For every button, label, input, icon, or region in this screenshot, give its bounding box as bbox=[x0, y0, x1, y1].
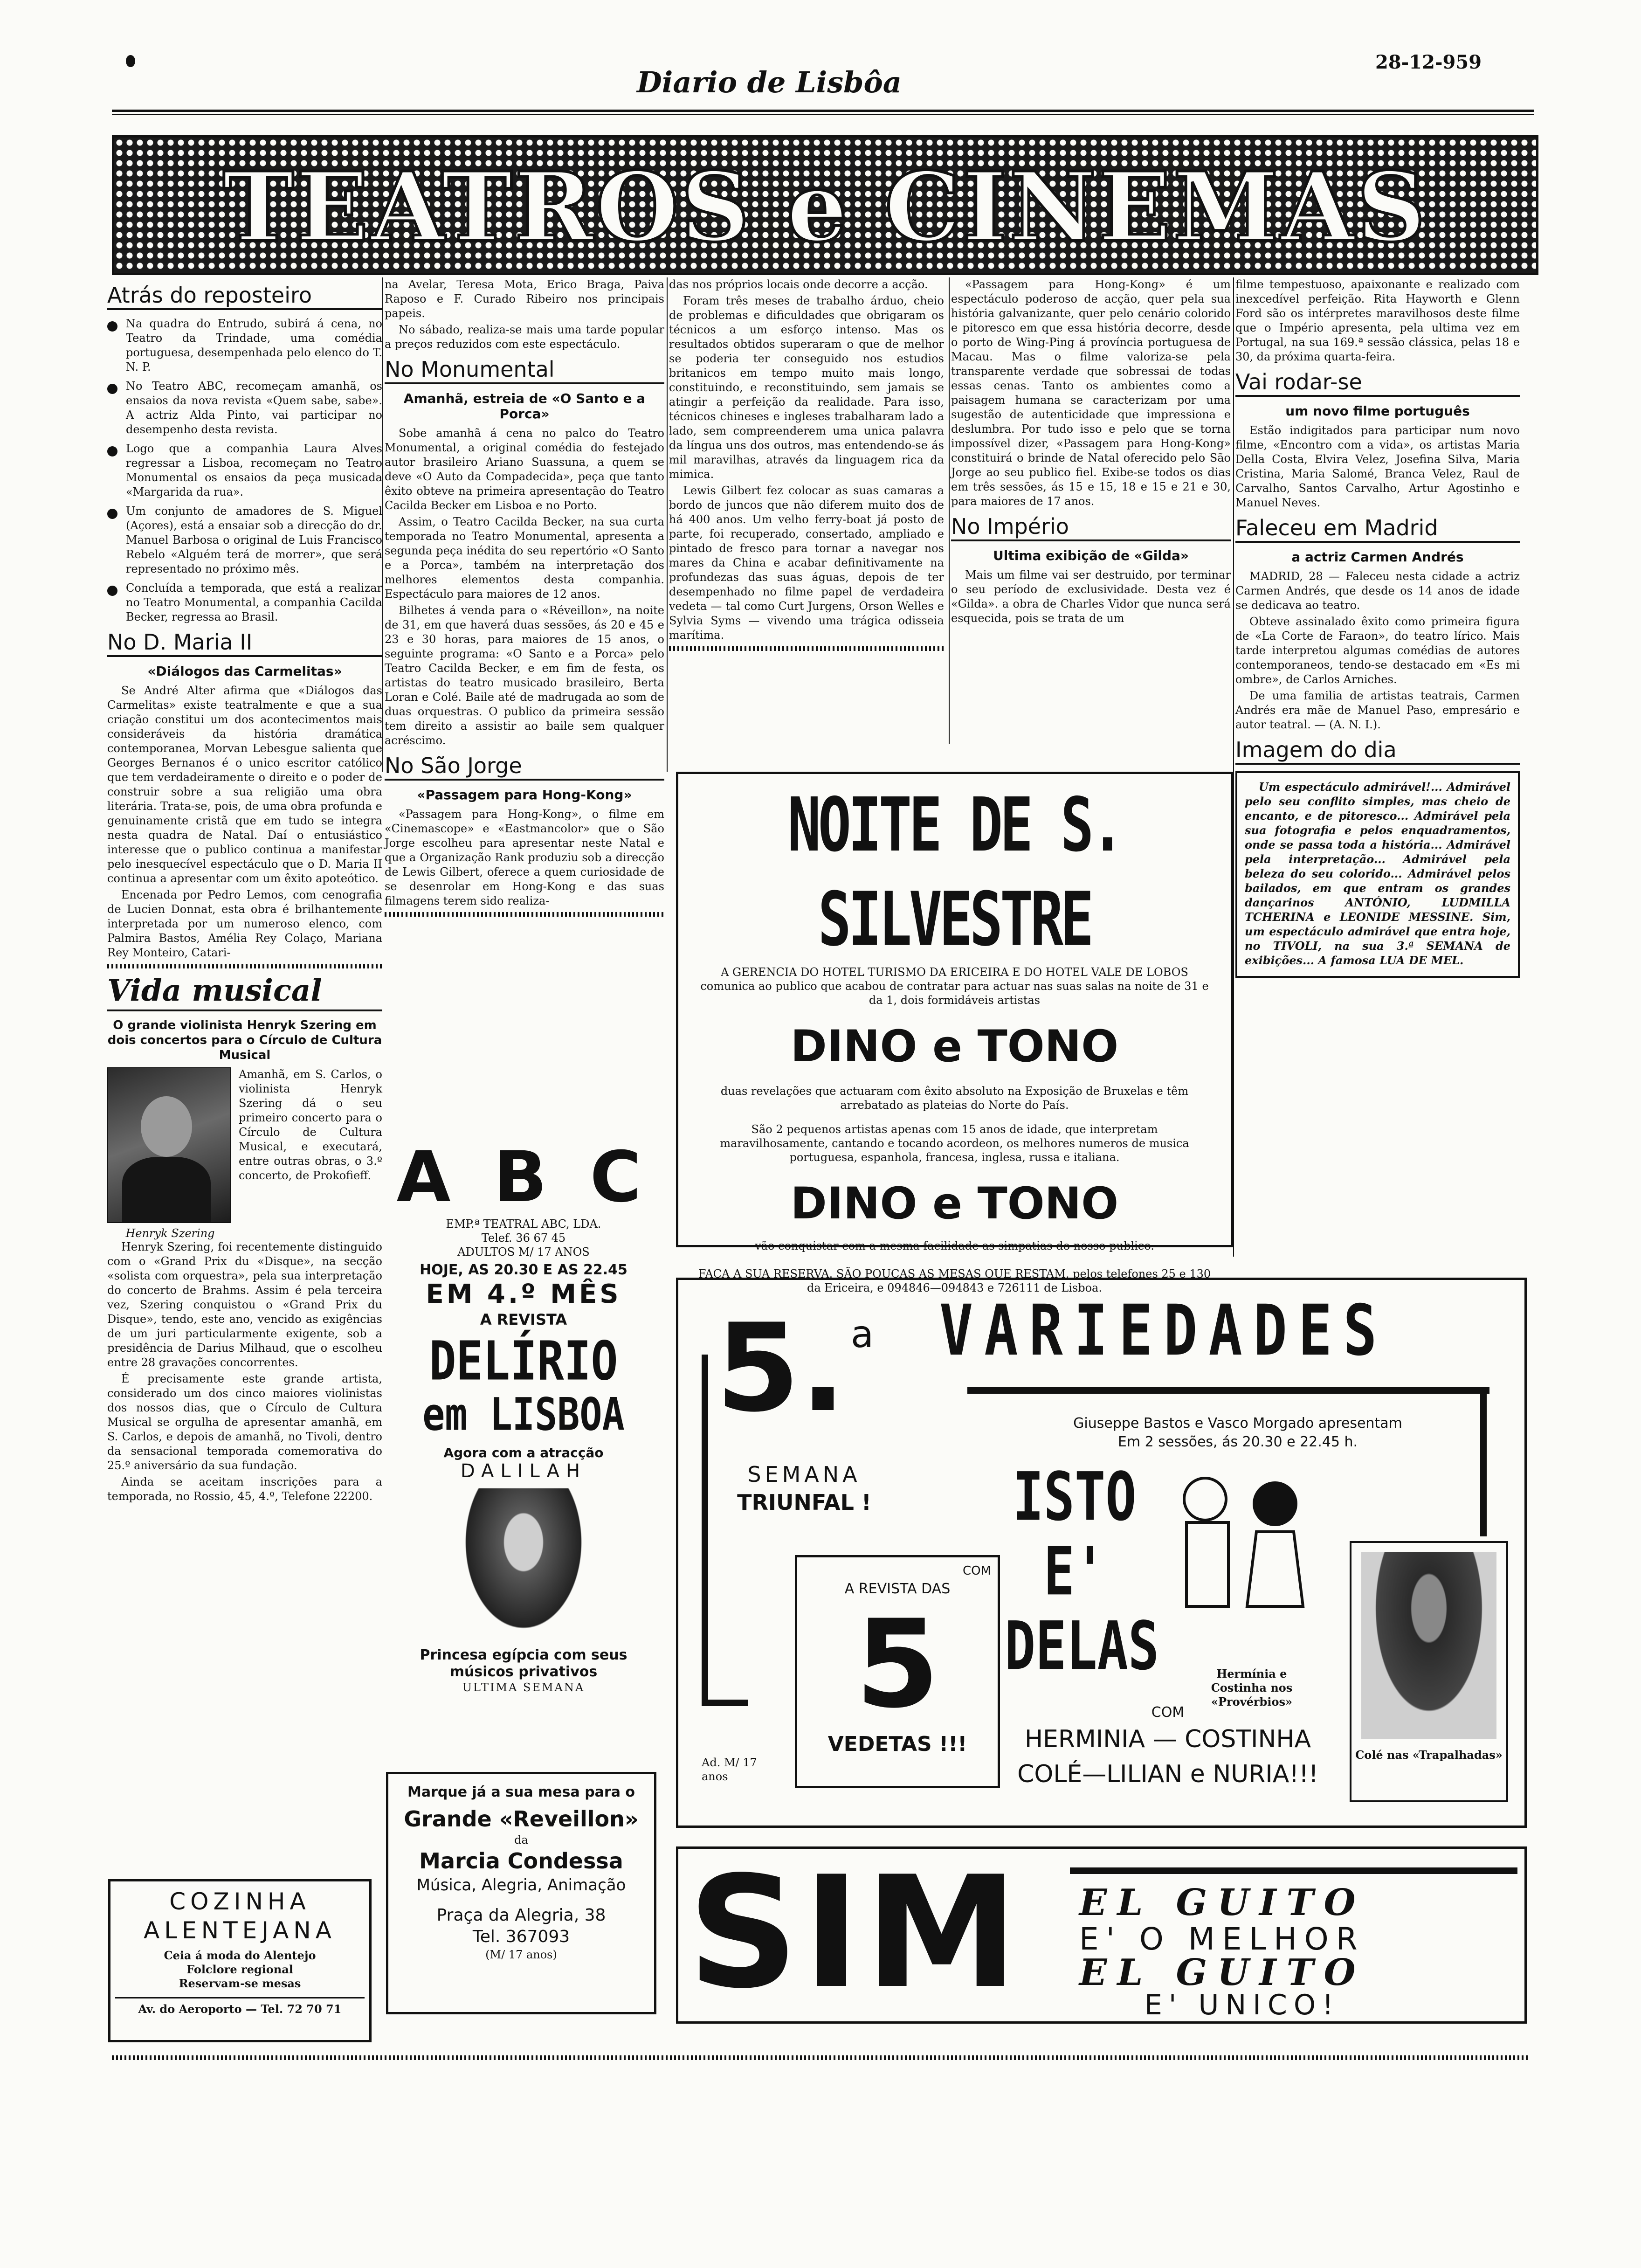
section-head-imagem-do-dia: Imagem do dia bbox=[1235, 737, 1520, 765]
reveillon-line: Música, Alegria, Animação bbox=[416, 1876, 626, 1895]
paragraph: Assim, o Teatro Cacilda Becker, na sua curta temporada no Teatro Monumental, apresenta a segunda peça inédita do seu repertório «O Santo e a Porca», também na interpretação dos melhores elementos desta companhia. Espectáculo para maiores de 12 anos. bbox=[385, 515, 664, 601]
variedades-show-title: ISTO bbox=[1013, 1458, 1137, 1536]
cozinha-address: Av. do Aeroporto — Tel. 72 70 71 bbox=[138, 2002, 342, 2016]
subhead-szering: O grande violinista Henryk Szering em dois concertos para o Círculo de Cultura Musical bbox=[107, 1018, 382, 1062]
bullet-item: Logo que a companhia Laura Alves regressar a Lisboa, recomeçam no Teatro Monumental os ensaios da peça musicada «Margarida da rua». bbox=[107, 442, 382, 499]
abc-line: DALILAH bbox=[460, 1460, 587, 1482]
paragraph: Foram três meses de trabalho árduo, cheio de problemas e dificuldades que obrigaram os técnicos a um esforço intenso. Mas os resultados obtidos superaram o que de melhor se poderia ter conseguido nos estudios britanicos em tempo muito mais longo, constituindo, e reconstituindo, sem jamais se atingir a perfeição da realidade. Para isso, técnicos chineses e ingleses trabalharam lado a lado, sem compreenderem uma unica palavra da língua uns dos outros, mas entendendo-se ás mil maravilhas, através da linguagem rica da mimica. bbox=[669, 294, 944, 481]
ad-noite-silvestre bbox=[676, 772, 1233, 1294]
banner bbox=[112, 135, 1538, 275]
guito-line: EL GUITO bbox=[1079, 1881, 1366, 1924]
subhead-gilda: Ultima exibição de «Gilda» bbox=[993, 548, 1189, 563]
column-rule bbox=[382, 277, 383, 772]
paragraph: das nos próprios locais onde decorre a acção. bbox=[669, 278, 928, 291]
bullet-item: No Teatro ABC, recomeçam amanhã, os ensaios da nova revista «Quem sabe, sabe». A actriz Alda Pinto, vai participar no desempenho desta revista. bbox=[107, 379, 382, 437]
abc-line: EM 4.º MÊS bbox=[426, 1279, 621, 1309]
paragraph: No sábado, realiza-se mais uma tarde popular a preços reduzidos com este espectáculo. bbox=[385, 323, 664, 351]
variedades-sup: a bbox=[851, 1313, 874, 1356]
cozinha-line: Reservam-se mesas bbox=[179, 1977, 301, 1990]
paragraph: «Passagem para Hong-Kong» é um espectáculo poderoso de acção, quer pela sua história galvanizante, quer pelo cenário colorido e pitoresco em que essa história decorre, desde o porto de Wing-Ping á província portuguesa de Macau. Mas o filme valoriza-se pela transparente verdade que sobressai de todas essas cenas. Tanto os ambientes como a paisagem humana se caracterizam por uma sugestão de autenticidade que impressiona e deslumbra. Por tudo isso e pelo que se torna impossível dizer, «Passagem para Hong-Kong» constituirá o brinde de Natal oferecido pelo São Jorge ao seu publico fiel. Exibe-se todos os dias em três sessões, ás 15 e 15, 18 e 15 e 21 e 30, para maiores de 17 anos. bbox=[951, 278, 1231, 508]
section-head-dmaria: No D. Maria II bbox=[107, 629, 382, 657]
paragraph: filme tempestuoso, apaixonante e realizado com inexcedível perfeição. Rita Hayworth e Glenn Ford são os intérpretes maravilhosos deste filme que o Império apresenta, pela ultima vez em Portugal, na sua 169.ª sessão clássica, pelas 18 e 30, da próxima quarta-feira. bbox=[1235, 278, 1520, 363]
ad-el-guito bbox=[676, 1843, 1527, 2024]
section-head-vai-rodar-se: Vai rodar-se bbox=[1235, 369, 1520, 397]
abc-title: DELÍRIO bbox=[429, 1329, 618, 1393]
dalilah-photo bbox=[456, 1488, 591, 1642]
variedades-triunfal: TRIUNFAL ! bbox=[737, 1490, 871, 1515]
abc-line: A REVISTA bbox=[480, 1311, 567, 1328]
variedades-number: 5. bbox=[716, 1298, 846, 1439]
silvestre-artists: DINO e TONO bbox=[790, 1021, 1119, 1072]
ad-cozinha-alentejana bbox=[108, 1879, 372, 2042]
banner-title: TEATROS e CINEMAS bbox=[222, 152, 1428, 263]
section-head-sao-jorge: No São Jorge bbox=[385, 753, 664, 781]
bottom-divider bbox=[112, 2055, 1529, 2060]
cole-photo bbox=[1361, 1552, 1496, 1739]
guito-line: E' UNICO! bbox=[1145, 1989, 1340, 2021]
variedades-age: Ad. M/ 17 anos bbox=[702, 1756, 757, 1783]
column-1 bbox=[107, 277, 382, 1506]
silvestre-artists: DINO e TONO bbox=[790, 1178, 1119, 1229]
divider bbox=[385, 912, 664, 917]
abc-line: ULTIMA SEMANA bbox=[462, 1681, 585, 1694]
column-rule bbox=[667, 277, 668, 772]
abc-line: HOJE, AS 20.30 E AS 22.45 bbox=[420, 1262, 627, 1278]
paragraph: Se André Alter afirma que «Diálogos das Carmelitas» existe teatralmente e que a sua criação constitui um dos acontecimentos mais consideráveis da história dramática contemporanea, Morvan Lebesgue salienta que Georges Bernanos é o unico escritor católico que tem verdadeiramente o direito e o poder de construir sobre a sua religião uma obra literária. Trata-se, pois, de uma obra profunda e genuinamente cristã que em tudo se integra nesta quadra de Natal. Daí o entusiástico interesse que o publico continua a manifestar pelo inesquecível espectáculo que o D. Maria II continua a apresentar com um êxito apoteótico. bbox=[107, 684, 382, 885]
ad-variedades bbox=[676, 1278, 1527, 1828]
variedades-semana: SEMANA bbox=[747, 1462, 861, 1487]
abc-logo: A B C bbox=[396, 1137, 651, 1218]
column-rule bbox=[1233, 277, 1234, 1257]
cozinha-line: Ceia á moda do Alentejo bbox=[164, 1949, 316, 1962]
variedades-sessoes: Em 2 sessões, ás 20.30 e 22.45 h. bbox=[1117, 1434, 1358, 1450]
masthead-title: Diario de Lisbôa bbox=[637, 65, 902, 99]
masthead-date: 28-12-959 bbox=[1375, 51, 1482, 73]
silvestre-text: duas revelações que actuaram com êxito absoluto na Exposição de Bruxelas e têm arrebatado as plateias do Norte do País. bbox=[720, 1085, 1189, 1112]
paragraph: MADRID, 28 — Faleceu nesta cidade a actriz Carmen Andrés, que desde os 14 anos de idade se dedicava ao teatro. bbox=[1235, 570, 1520, 612]
paragraph: Obteve assinalado êxito como primeira figura de «La Corte de Faraon», do teatro lírico. Mais tarde interpretou algumas comédias de autores contemporaneos, tendo-se destacado em «Es mi ombre», de Carlos Arniches. bbox=[1235, 615, 1520, 686]
variedades-vedetas: VEDETAS !!! bbox=[827, 1732, 967, 1756]
silvestre-title: NOITE DE S. SILVESTRE bbox=[787, 781, 1122, 963]
subhead-carmen-andres: a actriz Carmen Andrés bbox=[1291, 549, 1464, 565]
column-2 bbox=[385, 277, 664, 920]
subhead-filme-portugues: um novo filme português bbox=[1285, 403, 1470, 419]
variedades-bar bbox=[702, 1700, 748, 1706]
guito-bar bbox=[1070, 1867, 1517, 1874]
paragraph: Encenada por Pedro Lemos, com cenografia de Lucien Donnat, esta obra é brilhantemente interpretada por um numeroso elenco, com Palmira Bastos, Amélia Rey Colaço, Mariana Rey Monteiro, Catari- bbox=[107, 888, 382, 959]
bullet-item: Concluída a temporada, que está a realizar no Teatro Monumental, a companhia Cacilda Becker, regressa ao Brasil. bbox=[107, 581, 382, 624]
column-3 bbox=[669, 277, 944, 655]
reveillon-line: Praça da Alegria, 38 bbox=[436, 1906, 606, 1925]
cole-photo-frame bbox=[1350, 1541, 1508, 1802]
paragraph: «Passagem para Hong-Kong», o filme em «Cinemascope» e «Eastmancolor» que o São Jorge escolheu para apresentar neste Natal e que a Organização Rank produziu sob a direcção de Lewis Gilbert, oferece a quem curiosidade de se desenrolar em Hong-Kong e das suas filmagens terem sido realiza- bbox=[385, 808, 664, 907]
guito-line: E' O MELHOR bbox=[1079, 1921, 1365, 1957]
page-dot bbox=[126, 55, 135, 67]
variedades-bar bbox=[967, 1387, 1489, 1394]
reveillon-line: Tel. 367093 bbox=[472, 1927, 570, 1946]
column-4 bbox=[951, 277, 1231, 628]
paragraph: Sobe amanhã á cena no palco do Teatro Monumental, a original comédia do festejado autor brasileiro Ariano Suassuna, a quem se deve «O Auto da Compadecida», peça que tanto êxito obteve na primeira apresentação do Teatro Cacilda Becker em Lisboa e no Porto. bbox=[385, 427, 664, 512]
abc-line: EMP.ª TEATRAL ABC, LDA. bbox=[446, 1217, 601, 1231]
abc-line: Telef. 36 67 45 bbox=[481, 1231, 566, 1245]
variedades-title: VARIEDADES bbox=[939, 1290, 1388, 1372]
variedades-com2: COM bbox=[1151, 1704, 1185, 1721]
paragraph: Mais um filme vai ser destruido, por terminar o seu período de exclusividade. Desta vez é «Gilda». a obra de Charles Vidor que nunca será esquecida, pois se trata de um bbox=[951, 568, 1231, 625]
divider bbox=[107, 964, 382, 968]
reveillon-line: Grande «Reveillon» bbox=[404, 1806, 639, 1832]
photo-caption: Henryk Szering bbox=[125, 1227, 215, 1240]
caricature-illustration bbox=[1158, 1466, 1326, 1662]
section-head-madrid: Faleceu em Madrid bbox=[1235, 515, 1520, 543]
abc-title: em LISBOA bbox=[422, 1388, 625, 1441]
variedades-bar bbox=[1480, 1387, 1487, 1536]
masthead-rule bbox=[112, 110, 1534, 112]
column-5 bbox=[1235, 277, 1520, 978]
silvestre-text: São 2 pequenos artistas apenas com 15 anos de idade, que interpretam maravilhosamente, cantando e tocando acordeon, os melhores numeros de musica portuguesa, espanhola, francesa, inglesa, russa e italiana. bbox=[720, 1123, 1189, 1164]
paragraph: Lewis Gilbert fez colocar as suas camaras a bordo de juncos que não diferem muito dos de há 400 anos. Um velho ferry-boat já posto de parte, foi recuperado, consertado, ampliado e pintado de fresco para tornar a navegar nos mares da China e acabar definitivamente na profundezas das suas águas, depois de ter desempenhado no filme papel de verdadeira vedeta — tal como Curt Jurgens, Orson Welles e Sylvia Syms — vivendo uma trágica odisseia marítima. bbox=[669, 484, 944, 642]
subhead-santo-porca: Amanhã, estreia de «O Santo e a Porca» bbox=[403, 391, 646, 422]
paragraph: na Avelar, Teresa Mota, Erico Braga, Paiva Raposo e F. Curado Ribeiro nos principais papeis. bbox=[385, 278, 664, 320]
variedades-show-title: E' bbox=[1043, 1532, 1106, 1611]
sim-logo: SIM bbox=[688, 1843, 1023, 2022]
silvestre-text: FAÇA A SUA RESERVA. SÃO POUCAS AS MESAS QUE RESTAM, pelos telefones 25 e 130 da Ericeira, e 094846—094843 e 726111 de Lisboa. bbox=[698, 1267, 1211, 1294]
szering-photo bbox=[107, 1067, 231, 1223]
paragraph: Amanhã, em S. Carlos, o violinista Henryk Szering dá o seu primeiro concerto para o Círculo de Cultura Musical, e executará, entre outras obras, o 3.º concerto, de Prokofieff. bbox=[239, 1068, 382, 1182]
cozinha-line: Folclore regional bbox=[186, 1963, 293, 1976]
ad-reveillon bbox=[386, 1772, 656, 2014]
variedades-show-title: DELAS bbox=[1005, 1607, 1159, 1685]
section-head-reposteiro: Atrás do reposteiro bbox=[107, 282, 382, 310]
abc-line: ADULTOS M/ 17 ANOS bbox=[457, 1245, 590, 1258]
paragraph: É precisamente este grande artista, considerado um dos cinco maiores violinistas dos nossos dias, que o Círculo de Cultura Musical se orgulha de apresentar amanhã, em S. Carlos, e depois de amanhã, no Tivoli, dentro da sensacional temporada comemorativa do 25.º aniversário da sua fundação. bbox=[107, 1372, 382, 1472]
paragraph: Um espectáculo admirável!... Admirável pelo seu conflito simples, mas cheio de encanto, e de pitoresco... Admirável pela sua fotografia e pelos enquadramentos, onde se passa toda a história... Admirável pela interpretação... Admirável pela beleza do seu colorido... Admirável pelos bailados, em que entram os grandes dançarinos ANTÓNIO, LUDMILLA TCHERINA e LEONIDE MESSINE. Sim, um espectáculo admirável que entra hoje, no TIVOLI, na sua 3.ª SEMANA de exibições... A famosa LUA DE MEL. bbox=[1245, 780, 1510, 967]
variedades-com: COM bbox=[962, 1564, 991, 1578]
paragraph: De uma familia de artistas teatrais, Carmen Andrés era mãe de Manuel Paso, empresário e autor teatral. — (A. N. I.). bbox=[1235, 689, 1520, 731]
reveillon-line: (M/ 17 anos) bbox=[485, 1948, 557, 1961]
abc-line: Agora com a atracção bbox=[443, 1445, 604, 1460]
reveillon-line: Marcia Condessa bbox=[419, 1848, 623, 1874]
bullet-item: Na quadra do Entrudo, subirá á cena, no Teatro da Trindade, uma comédia portuguesa, desempenhada pelo elenco do T. N. P. bbox=[107, 317, 382, 374]
paragraph: Estão indigitados para participar num novo filme, «Encontro com a vida», os artistas Maria Della Costa, Elvira Velez, Josefina Silva, Maria Cristina, Maria Salomé, Branca Velez, Raul de Carvalho, Santos Carvalho, Artur Agostinho e Manuel Neves. bbox=[1235, 424, 1520, 509]
ad-abc bbox=[386, 1133, 661, 1749]
subhead-hong-kong: «Passagem para Hong-Kong» bbox=[417, 787, 632, 802]
cole-caption: Colé nas «Trapalhadas» bbox=[1355, 1748, 1503, 1762]
silvestre-text: A GERENCIA DO HOTEL TURISMO DA ERICEIRA E DO HOTEL VALE DE LOBOS comunica ao publico que acabou de contratar para actuar nas suas salas na noite de 31 e da 1, dois formidáveis artistas bbox=[700, 966, 1209, 1007]
paragraph: Ainda se aceitam inscrições para a temporada, no Rossio, 45, 4.º, Telefone 22200. bbox=[107, 1475, 382, 1503]
column-rule bbox=[949, 277, 950, 744]
reveillon-line: da bbox=[514, 1833, 528, 1846]
caricature-caption: Hermínia e Costinha nos «Provérbios» bbox=[1211, 1667, 1293, 1708]
abc-line: Princesa egípcia com seus músicos privativos bbox=[420, 1647, 627, 1680]
section-head-monumental: No Monumental bbox=[385, 356, 664, 384]
variedades-cast: HERMINIA — COSTINHA bbox=[1024, 1725, 1311, 1753]
reveillon-line: Marque já a sua mesa para o bbox=[407, 1784, 635, 1800]
bullet-item: Um conjunto de amadores de S. Miguel (Açores), está a ensaiar sob a direcção do dr. Manuel Barbosa o original de Luis Francisco Rebelo «Alguém terá de morrer», que será representado no próximo mês. bbox=[107, 504, 382, 576]
variedades-revista-box bbox=[795, 1555, 1000, 1788]
divider bbox=[669, 646, 944, 651]
variedades-bar bbox=[702, 1355, 708, 1704]
guito-line: EL GUITO bbox=[1079, 1951, 1366, 1994]
section-head-imperio: No Império bbox=[951, 513, 1231, 541]
cozinha-name: COZINHA ALENTEJANA bbox=[144, 1888, 336, 1944]
section-head-vida-musical: Vida musical bbox=[107, 972, 382, 1011]
paragraph: Henryk Szering, foi recentemente distinguido com o «Grand Prix du «Disque», na secção «solista com orquestra», pela sua interpretação do concerto de Brahms. Assim é pela terceira vez, Szering conquistou o «Grand Prix du Disque», tendo, este ano, vencido as exigências de um juri particularmente exigente, sob a presidência de Darius Milhaud, que o escolheu entre 28 gravações concorrentes. bbox=[107, 1240, 382, 1369]
paragraph: Bilhetes á venda para o «Réveillon», na noite de 31, em que haverá duas sessões, ás 20 e 45 e 23 e 30 horas, para maiores de 15 anos, o seguinte programa: «O Santo e a Porca» pelo Teatro Cacilda Becker, e em fim de festa, os artistas do teatro musicado brasileiro, Berta Loran e Colé. Baile até de madrugada ao som de duas orquestras. O publico da primeira sessão tem direito a assistir ao baile sem qualquer acréscimo. bbox=[385, 604, 664, 747]
subhead-dialogos: «Diálogos das Carmelitas» bbox=[147, 664, 342, 679]
variedades-revista-das: A REVISTA DAS bbox=[844, 1581, 951, 1597]
silvestre-text: vão conquistar com a mesma facilidade as simpatias do nosso publico. bbox=[755, 1239, 1154, 1252]
variedades-cast: COLÉ—LILIAN e NURIA!!! bbox=[1017, 1760, 1318, 1788]
variedades-present: Giuseppe Bastos e Vasco Morgado apresentam bbox=[1073, 1415, 1402, 1431]
masthead-rule-2 bbox=[112, 114, 1534, 115]
variedades-cinco: 5 bbox=[855, 1594, 940, 1735]
